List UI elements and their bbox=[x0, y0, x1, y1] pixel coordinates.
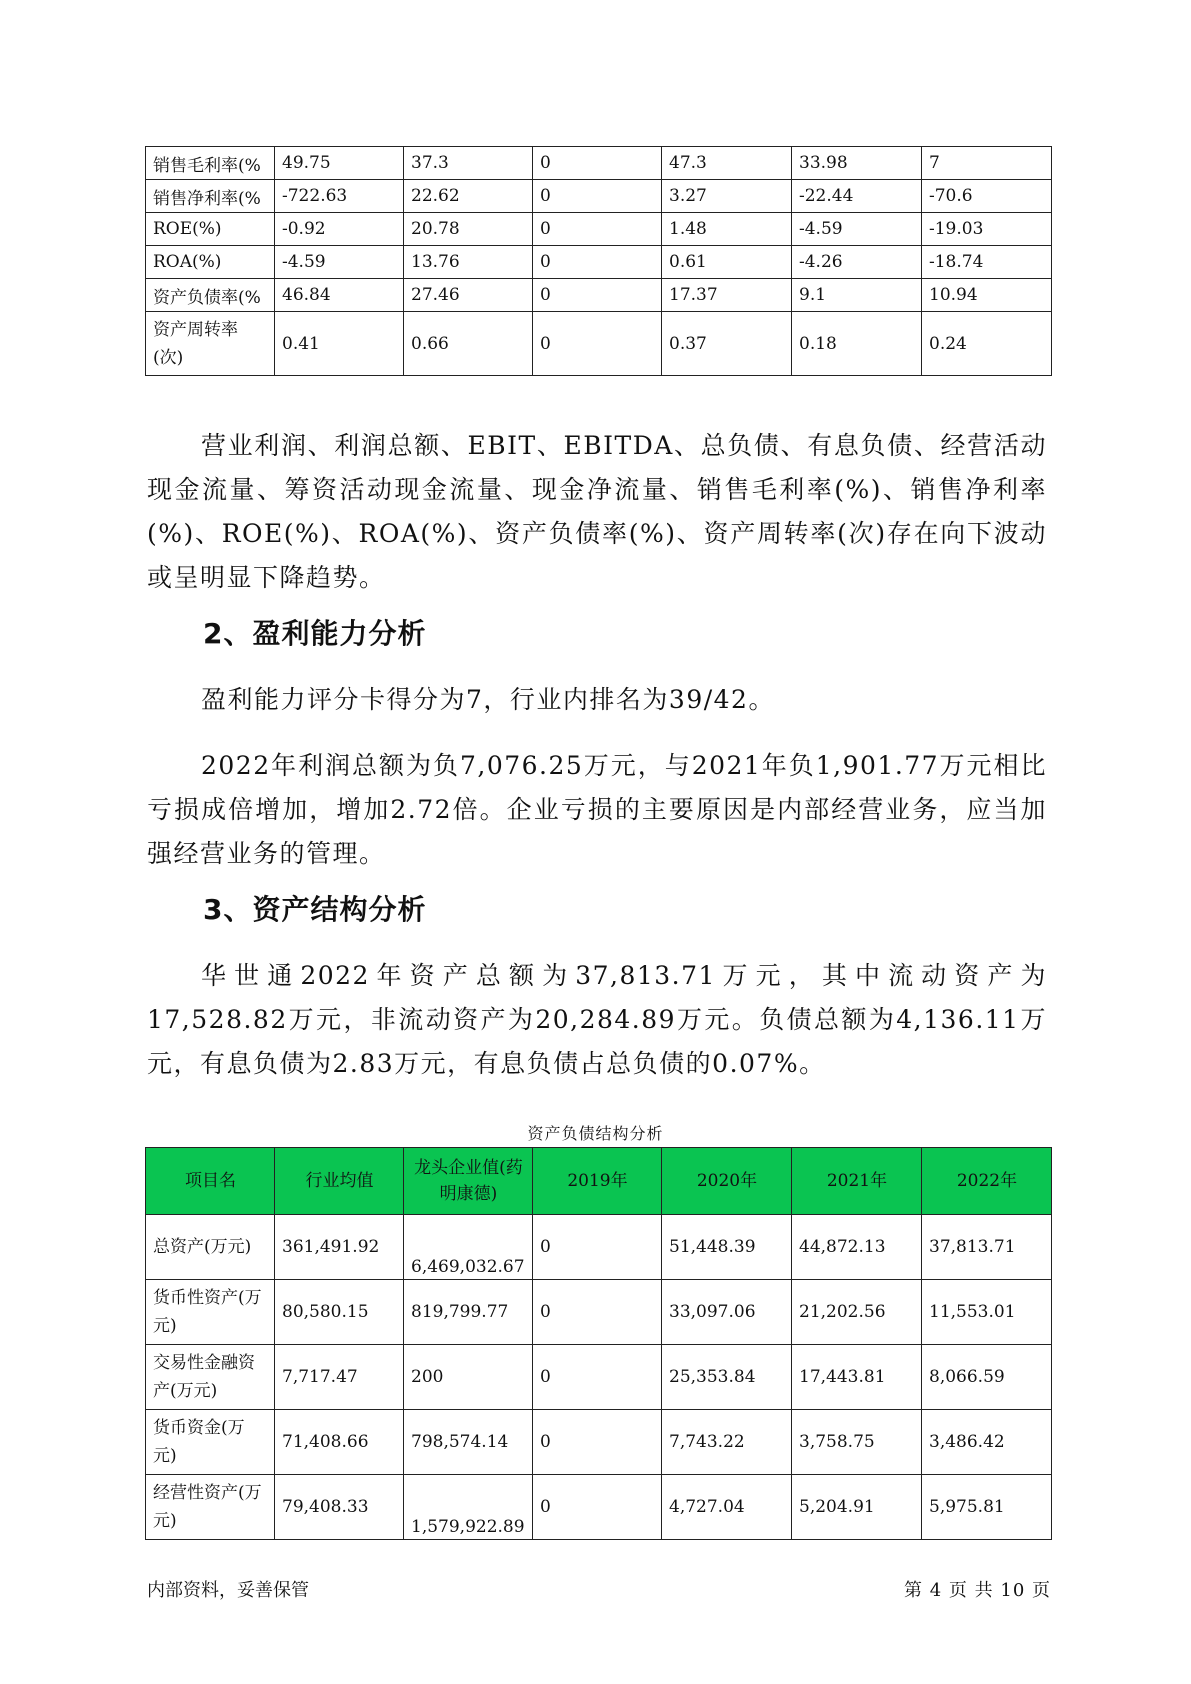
cell-leader: 6,469,032.67 bbox=[404, 1215, 533, 1280]
cell-industry-avg: -0.92 bbox=[275, 213, 404, 246]
cell-2022: 11,553.01 bbox=[922, 1280, 1052, 1345]
cell-2019: 0 bbox=[533, 180, 662, 213]
cell-2020: 33,097.06 bbox=[662, 1280, 792, 1345]
cell-2019: 0 bbox=[533, 213, 662, 246]
cell-industry-avg: 46.84 bbox=[275, 279, 404, 312]
footer-page-number: 第 4 页 共 10 页 bbox=[904, 1580, 1051, 1601]
cell-2022: -70.6 bbox=[922, 180, 1052, 213]
cell-2022: 3,486.42 bbox=[922, 1410, 1052, 1475]
cell-industry-avg: 71,408.66 bbox=[275, 1410, 404, 1475]
cell-2020: 25,353.84 bbox=[662, 1345, 792, 1410]
cell-2020: 17.37 bbox=[662, 279, 792, 312]
cell-2021: 21,202.56 bbox=[792, 1280, 922, 1345]
table-row bbox=[146, 1475, 1052, 1540]
cell-2020: 0.61 bbox=[662, 246, 792, 279]
cell-leader: 200 bbox=[404, 1345, 533, 1410]
cell-2020: 7,743.22 bbox=[662, 1410, 792, 1475]
cell-industry-avg: 79,408.33 bbox=[275, 1475, 404, 1540]
header-item-name: 项目名 bbox=[146, 1148, 275, 1215]
cell-2022: -18.74 bbox=[922, 246, 1052, 279]
cell-industry-avg: 0.41 bbox=[275, 312, 404, 376]
cell-leader: 0.66 bbox=[404, 312, 533, 376]
cell-2022: 7 bbox=[922, 147, 1052, 180]
cell-2021: 33.98 bbox=[792, 147, 922, 180]
cell-leader: 22.62 bbox=[404, 180, 533, 213]
cell-2019: 0 bbox=[533, 1345, 662, 1410]
cell-industry-avg: 7,717.47 bbox=[275, 1345, 404, 1410]
row-label: 总资产(万元) bbox=[146, 1215, 275, 1280]
cell-2020: 3.27 bbox=[662, 180, 792, 213]
header-2020: 2020年 bbox=[662, 1148, 792, 1215]
cell-2021: 3,758.75 bbox=[792, 1410, 922, 1475]
table-row bbox=[146, 246, 1052, 279]
cell-2019: 0 bbox=[533, 1475, 662, 1540]
table-caption: 资产负债结构分析 bbox=[527, 1124, 664, 1143]
cell-leader: 1,579,922.89 bbox=[404, 1475, 533, 1540]
table-row bbox=[146, 1410, 1052, 1475]
header-industry-avg: 行业均值 bbox=[275, 1148, 404, 1215]
asset-summary-paragraph: 华世通2022年资产总额为37,813.71万元，其中流动资产为17,528.82万元，非流动资产为20,284.89万元。负债总额为4,136.11万元，有息负债为2.83万元，有息负债占总负债的0.07%。 bbox=[147, 961, 1047, 1078]
row-label: ROA(%) bbox=[146, 246, 275, 279]
profit-detail-paragraph: 2022年利润总额为负7,076.25万元，与2021年负1,901.77万元相比亏损成倍增加，增加2.72倍。企业亏损的主要原因是内部经营业务，应当加强经营业务的管理。 bbox=[147, 751, 1047, 868]
cell-industry-avg: 49.75 bbox=[275, 147, 404, 180]
header-2019: 2019年 bbox=[533, 1148, 662, 1215]
cell-2021: 44,872.13 bbox=[792, 1215, 922, 1280]
cell-2021: 9.1 bbox=[792, 279, 922, 312]
trend-paragraph: 营业利润、利润总额、EBIT、EBITDA、总负债、有息负债、经营活动现金流量、筹资活动现金流量、现金净流量、销售毛利率(%)、销售净利率(%)、ROE(%)、ROA(%)、资产负债率(%)、资产周转率(次)存在向下波动或呈明显下降趋势。 bbox=[147, 431, 1047, 592]
cell-2020: 47.3 bbox=[662, 147, 792, 180]
row-label: 货币资金(万元) bbox=[146, 1410, 275, 1475]
table-row bbox=[146, 1215, 1052, 1280]
table-row bbox=[146, 279, 1052, 312]
cell-2019: 0 bbox=[533, 147, 662, 180]
cell-leader: 27.46 bbox=[404, 279, 533, 312]
row-label: 交易性金融资产(万元) bbox=[146, 1345, 275, 1410]
cell-industry-avg: 80,580.15 bbox=[275, 1280, 404, 1345]
cell-2022: 0.24 bbox=[922, 312, 1052, 376]
row-label: 货币性资产(万元) bbox=[146, 1280, 275, 1345]
profit-score-paragraph: 盈利能力评分卡得分为7，行业内排名为39/42。 bbox=[201, 685, 775, 714]
header-2021: 2021年 bbox=[792, 1148, 922, 1215]
row-label: 经营性资产(万元) bbox=[146, 1475, 275, 1540]
cell-2021: -4.59 bbox=[792, 213, 922, 246]
cell-2019: 0 bbox=[533, 312, 662, 376]
row-label: 销售毛利率(% bbox=[146, 147, 275, 180]
table-row bbox=[146, 312, 1052, 376]
row-label: 销售净利率(% bbox=[146, 180, 275, 213]
cell-2022: 5,975.81 bbox=[922, 1475, 1052, 1540]
header-leader: 龙头企业值(药明康德) bbox=[404, 1148, 533, 1215]
cell-2021: -4.26 bbox=[792, 246, 922, 279]
header-2022: 2022年 bbox=[922, 1148, 1052, 1215]
cell-industry-avg: -722.63 bbox=[275, 180, 404, 213]
cell-2021: -22.44 bbox=[792, 180, 922, 213]
cell-2019: 0 bbox=[533, 1280, 662, 1345]
table-row bbox=[146, 180, 1052, 213]
ratio-table bbox=[145, 146, 1052, 376]
cell-2019: 0 bbox=[533, 1215, 662, 1280]
table-row bbox=[146, 147, 1052, 180]
table-row bbox=[146, 1280, 1052, 1345]
cell-leader: 37.3 bbox=[404, 147, 533, 180]
cell-leader: 20.78 bbox=[404, 213, 533, 246]
cell-2020: 4,727.04 bbox=[662, 1475, 792, 1540]
cell-2019: 0 bbox=[533, 1410, 662, 1475]
cell-leader: 13.76 bbox=[404, 246, 533, 279]
section-heading-asset-structure: 3、资产结构分析 bbox=[203, 893, 427, 926]
table-header-row bbox=[146, 1148, 1052, 1215]
cell-2020: 1.48 bbox=[662, 213, 792, 246]
asset-structure-table bbox=[145, 1147, 1052, 1540]
table-row bbox=[146, 1345, 1052, 1410]
cell-industry-avg: -4.59 bbox=[275, 246, 404, 279]
cell-2020: 51,448.39 bbox=[662, 1215, 792, 1280]
cell-2022: -19.03 bbox=[922, 213, 1052, 246]
cell-2022: 37,813.71 bbox=[922, 1215, 1052, 1280]
cell-leader: 819,799.77 bbox=[404, 1280, 533, 1345]
section-heading-profitability: 2、盈利能力分析 bbox=[203, 617, 427, 650]
cell-2022: 8,066.59 bbox=[922, 1345, 1052, 1410]
cell-2020: 0.37 bbox=[662, 312, 792, 376]
row-label: 资产负债率(% bbox=[146, 279, 275, 312]
table-row bbox=[146, 213, 1052, 246]
row-label: 资产周转率(次) bbox=[146, 312, 275, 376]
row-label: ROE(%) bbox=[146, 213, 275, 246]
cell-2022: 10.94 bbox=[922, 279, 1052, 312]
cell-industry-avg: 361,491.92 bbox=[275, 1215, 404, 1280]
cell-leader: 798,574.14 bbox=[404, 1410, 533, 1475]
cell-2019: 0 bbox=[533, 279, 662, 312]
cell-2019: 0 bbox=[533, 246, 662, 279]
cell-2021: 0.18 bbox=[792, 312, 922, 376]
cell-2021: 5,204.91 bbox=[792, 1475, 922, 1540]
cell-2021: 17,443.81 bbox=[792, 1345, 922, 1410]
footer-confidential-note: 内部资料，妥善保管 bbox=[147, 1580, 309, 1601]
